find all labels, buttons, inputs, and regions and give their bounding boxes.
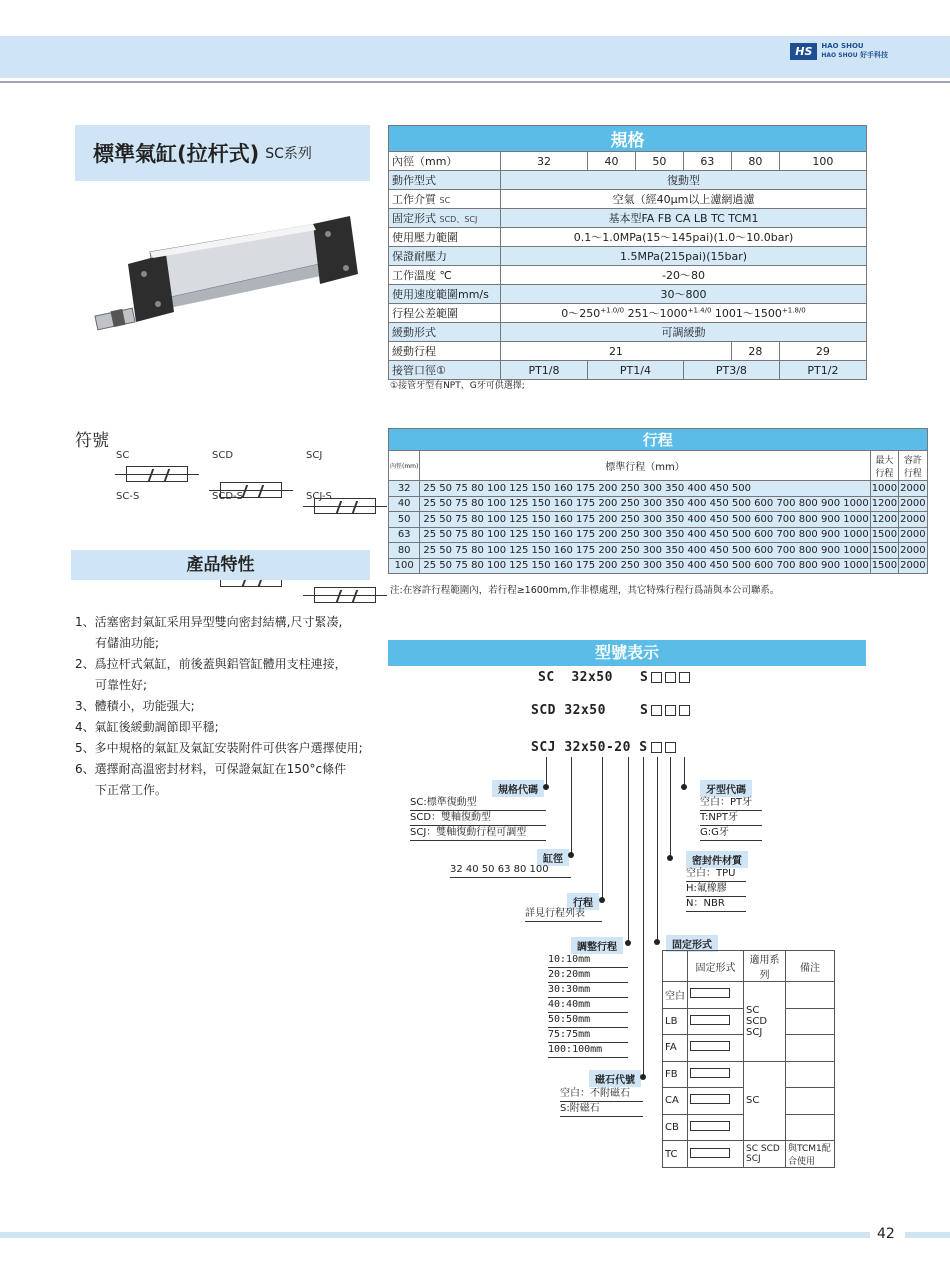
stroke-max: 1500 [870, 558, 898, 574]
seal-item: N：NBR [686, 897, 746, 912]
spec-code-item: SC:標準復動型 [410, 796, 546, 811]
model-code-s [640, 670, 690, 685]
mount-series: SC [744, 1061, 786, 1141]
footer-band [905, 1232, 950, 1238]
pointer-dot [599, 897, 605, 903]
feature-item-cont: 可靠性好; [95, 678, 148, 692]
label-seal: 密封件材質 [686, 851, 748, 868]
spec-cell: PT1/2 [779, 361, 866, 380]
pointer-dot [543, 784, 549, 790]
stroke-table [388, 428, 928, 574]
symbols-grid [116, 450, 376, 530]
tol-lower: 0 [619, 306, 625, 315]
code-part: SCJ [531, 740, 556, 755]
mount-diagram [690, 1121, 730, 1131]
seal-item: H:氟橡膠 [686, 882, 746, 897]
seal-item: 空白：TPU [686, 867, 746, 882]
page-title [75, 125, 370, 181]
tol-range: 251～1000 [627, 307, 688, 320]
brand-name-en2: HAO SHOU [821, 52, 858, 59]
pointer-dot [667, 855, 673, 861]
stroke-caption: 行程 [389, 429, 928, 451]
thread-list [700, 796, 762, 841]
code-part: SC [538, 670, 555, 685]
mount-diagram [690, 1015, 730, 1025]
magnet-item: 空白：不附磁石 [560, 1087, 643, 1102]
stroke-values: 25 50 75 80 100 125 150 160 175 200 250 300 350 400 450 500 600 700 800 900 1000 [420, 543, 870, 559]
spec-label: 行程公差範圍 [389, 304, 501, 323]
stroke-allow: 2000 [899, 558, 927, 574]
symbol-label: SCD [212, 450, 234, 461]
header-divider [0, 81, 950, 83]
spec-label: 工作溫度 ℃ [389, 266, 501, 285]
title-series: SC系列 [265, 146, 312, 162]
connector-line [571, 757, 572, 855]
symbols-heading: 符號 [75, 431, 109, 451]
label-mount: 固定形式 [666, 935, 718, 952]
adjust-item: 30:30mm [548, 983, 628, 998]
spec-value: 30～800 [501, 285, 867, 304]
cylinder-symbol [314, 587, 376, 603]
thread-item: G:G牙 [700, 826, 762, 841]
pointer-dot [568, 852, 574, 858]
footer-band [0, 1232, 870, 1238]
stroke-bore: 32 [389, 481, 420, 497]
tol-range: 0～250 [561, 307, 601, 320]
spec-label: 使用速度範圍mm/s [389, 285, 501, 304]
label-adjust-stroke: 調整行程 [571, 937, 623, 954]
connector-line [628, 757, 629, 943]
spec-tolerance: $0\sim 250^{+1.0/0}$ $251\sim 1000^{+1.4/0}$ $1001\sim 1500^{+1.8/0}$ [501, 304, 867, 323]
adjust-item: 75:75mm [548, 1028, 628, 1043]
connector-line [546, 757, 547, 787]
spec-cell: 100 [779, 152, 866, 171]
code-part: S [640, 670, 649, 685]
spec-value: 空氣（經40μm以上濾網過濾 [501, 190, 867, 209]
feature-item: 2、爲拉杆式氣缸，前後蓋與鋁管缸體用支柱連接， [75, 657, 347, 671]
tol-lower: 0 [706, 306, 712, 315]
adjust-item: 50:50mm [548, 1013, 628, 1028]
mount-type: CB [663, 1114, 688, 1141]
mount-type: TC [663, 1141, 688, 1168]
bore-item: 32 40 50 63 80 100 [450, 863, 571, 878]
feature-item: 4、氣缸後緩動調節即平穩; [75, 720, 219, 734]
tol-range: 1001～1500 [714, 307, 782, 320]
spec-value: 0.1～1.0MPa(15～145pai)(1.0～10.0bar) [501, 228, 867, 247]
spec-value: 基本型FA FB CA LB TC TCM1 [501, 209, 867, 228]
connector-line [643, 757, 644, 1077]
tol-upper: +1.4 [687, 306, 705, 315]
stroke-bore: 100 [389, 558, 420, 574]
spec-label: 動作型式 [389, 171, 501, 190]
bore-list [450, 863, 571, 878]
stroke-values: 25 50 75 80 100 125 150 160 175 200 250 300 350 400 450 500 600 700 800 900 1000 [420, 512, 870, 528]
spec-cell: 63 [683, 152, 731, 171]
spec-value: 可調緩動 [501, 323, 867, 342]
spec-cell: 29 [779, 342, 866, 361]
std-stroke-header: 標準行程（mm） [420, 451, 870, 481]
stroke-max: 1500 [870, 527, 898, 543]
spec-cell: PT1/8 [501, 361, 588, 380]
spec-cell: PT1/4 [587, 361, 683, 380]
bore-header: 內徑(mm) [389, 451, 420, 481]
adjust-item: 10:10mm [548, 953, 628, 968]
thread-item: 空白：PT牙 [700, 796, 762, 811]
mount-series: SC SCD SCJ [744, 1141, 786, 1168]
spec-code-item: SCJ：雙軸復動行程可調型 [410, 826, 546, 841]
title-main: 標準氣缸(拉杆式) [93, 142, 260, 166]
adjust-list [548, 953, 628, 1058]
feature-item: 3、體積小，功能强大; [75, 699, 195, 713]
feature-item-cont: 下正常工作。 [95, 783, 168, 797]
stroke-max: 1200 [870, 512, 898, 528]
stroke-allow: 2000 [899, 481, 927, 497]
allow-stroke-header: 容許行程 [899, 451, 927, 481]
spec-sublabel: SC [439, 196, 451, 205]
stroke-values: 25 50 75 80 100 125 150 160 175 200 250 300 350 400 450 500 600 700 800 900 1000 [420, 496, 870, 512]
features-heading: 產品特性 [71, 550, 370, 580]
brand-name-cn: 好手科技 [860, 51, 888, 59]
spec-code-list [410, 796, 546, 841]
tol-upper: +1.0 [600, 306, 618, 315]
code-part: 32x50 [571, 670, 613, 685]
label-stroke: 行程 [567, 893, 599, 910]
stroke-bore: 80 [389, 543, 420, 559]
spec-label: 使用壓力範圍 [389, 228, 501, 247]
stroke-values: 25 50 75 80 100 125 150 160 175 200 250 300 350 400 450 500 600 700 800 900 1000 [420, 527, 870, 543]
mount-series: SC SCD SCJ [744, 982, 786, 1062]
label-magnet: 磁石代號 [589, 1070, 641, 1087]
spec-sublabel: SCD、SCJ [439, 215, 478, 224]
spec-label: 內徑（mm） [389, 152, 501, 171]
tol-upper: +1.8 [781, 306, 799, 315]
feature-item: 5、多中規格的氣缸及氣缸安裝附件可供客户選擇使用; [75, 741, 363, 755]
tol-lower: 0 [801, 306, 806, 315]
connector-line [670, 757, 671, 858]
spec-cell: 80 [731, 152, 779, 171]
feature-item-cont: 有儲油功能; [95, 636, 160, 650]
model-code-s [640, 703, 690, 718]
brand-logo [790, 42, 888, 60]
magnet-item: S:附磁石 [560, 1102, 643, 1117]
spec-label: 緩動形式 [389, 323, 501, 342]
stroke-max: 1200 [870, 496, 898, 512]
mount-diagram [690, 1068, 730, 1078]
mount-diagram [690, 1094, 730, 1104]
stroke-allow: 2000 [899, 512, 927, 528]
logo-mark: HS [790, 43, 817, 60]
magnet-list [560, 1087, 643, 1117]
code-part: S [639, 740, 648, 755]
label-spec-code: 規格代碼 [492, 780, 544, 797]
symbol-label: SCD-S [212, 491, 243, 502]
mount-diagram [690, 1041, 730, 1051]
stroke-max: 1000 [870, 481, 898, 497]
page-number: 42 [877, 1226, 895, 1242]
spec-value: 1.5MPa(215pai)(15bar) [501, 247, 867, 266]
symbol-label: SC [116, 450, 130, 461]
code-part: S [640, 703, 649, 718]
cylinder-symbol [126, 466, 188, 482]
mount-type: FA [663, 1035, 688, 1062]
mount-col-note: 備注 [786, 951, 835, 982]
spec-cell: 50 [635, 152, 683, 171]
stroke-allow: 2000 [899, 543, 927, 559]
spec-value: -20～80 [501, 266, 867, 285]
symbol-label: SCJ-S [306, 491, 332, 502]
feature-item: 1、活塞密封氣缸采用异型雙向密封結構,尺寸緊凑, [75, 615, 343, 629]
code-part: 32x50 [564, 703, 606, 718]
connector-line [657, 757, 658, 942]
seal-list [686, 867, 746, 912]
connector-line [602, 757, 603, 900]
max-stroke-header: 最大行程 [870, 451, 898, 481]
mount-type: LB [663, 1008, 688, 1035]
stroke-bore: 40 [389, 496, 420, 512]
spec-cell: 40 [587, 152, 635, 171]
spec-cell: PT3/8 [683, 361, 779, 380]
connector-line [684, 757, 685, 787]
spec-table [388, 125, 867, 380]
adjust-item: 40:40mm [548, 998, 628, 1013]
pointer-dot [625, 940, 631, 946]
spec-cell: 32 [501, 152, 588, 171]
spec-code-item: SCD：雙軸復動型 [410, 811, 546, 826]
label-bore: 缸徑 [537, 849, 569, 866]
pointer-dot [654, 939, 660, 945]
mount-note: 與TCM1配合使用 [786, 1141, 835, 1168]
spec-caption: 規格 [389, 126, 867, 152]
stroke-allow: 2000 [899, 496, 927, 512]
symbol-label: SC-S [116, 491, 140, 502]
cylinder-photo [88, 212, 368, 362]
mount-type: 空白 [663, 982, 688, 1009]
spec-cell: 28 [731, 342, 779, 361]
code-part: SCD [531, 703, 556, 718]
spec-value: 復動型 [501, 171, 867, 190]
pointer-dot [640, 1074, 646, 1080]
spec-note: ①接管牙型有NPT、G牙可供選擇; [390, 381, 525, 391]
stroke-note: 注:在容許行程範圍內，若行程≥1600mm,作非標處理，其它特殊行程行爲請與本公司聯系。 [390, 585, 780, 596]
spec-cell: 21 [501, 342, 732, 361]
brand-name-en: HAO SHOU [821, 42, 864, 50]
spec-label: 保證耐壓力 [389, 247, 501, 266]
thread-item: T:NPT牙 [700, 811, 762, 826]
stroke-allow: 2000 [899, 527, 927, 543]
mount-type: CA [663, 1088, 688, 1115]
features-list [75, 612, 375, 801]
spec-label: 緩動行程 [389, 342, 501, 361]
stroke-ref-item: 詳見行程列表 [525, 907, 602, 922]
stroke-ref [525, 907, 602, 922]
mount-diagram [690, 1148, 730, 1158]
symbol-label: SCJ [306, 450, 323, 461]
stroke-max: 1500 [870, 543, 898, 559]
adjust-item: 100:100mm [548, 1043, 628, 1058]
stroke-bore: 50 [389, 512, 420, 528]
mount-col-series: 適用系列 [744, 951, 786, 982]
stroke-values: 25 50 75 80 100 125 150 160 175 200 250 300 350 400 450 500 [420, 481, 870, 497]
label-thread: 牙型代碼 [700, 780, 752, 797]
mount-col-form: 固定形式 [688, 951, 744, 982]
code-part: 32x50-20 [564, 740, 631, 755]
mount-table [662, 950, 835, 1168]
feature-item: 6、選擇耐高溫密封材料，可保證氣缸在150°c條件 [75, 762, 347, 776]
model-caption: 型號表示 [388, 640, 866, 666]
pointer-dot [681, 784, 687, 790]
model-code-scd [531, 703, 606, 718]
model-code-sc [538, 670, 613, 685]
mount-type: FB [663, 1061, 688, 1088]
spec-label: 接管口徑① [389, 361, 501, 380]
model-code-scj [531, 740, 676, 755]
mount-diagram [690, 988, 730, 998]
adjust-item: 20:20mm [548, 968, 628, 983]
stroke-bore: 63 [389, 527, 420, 543]
spec-label: 固定形式 [392, 212, 436, 225]
stroke-values: 25 50 75 80 100 125 150 160 175 200 250 300 350 400 450 500 600 700 800 900 1000 [420, 558, 870, 574]
spec-label: 工作介質 [392, 193, 436, 206]
